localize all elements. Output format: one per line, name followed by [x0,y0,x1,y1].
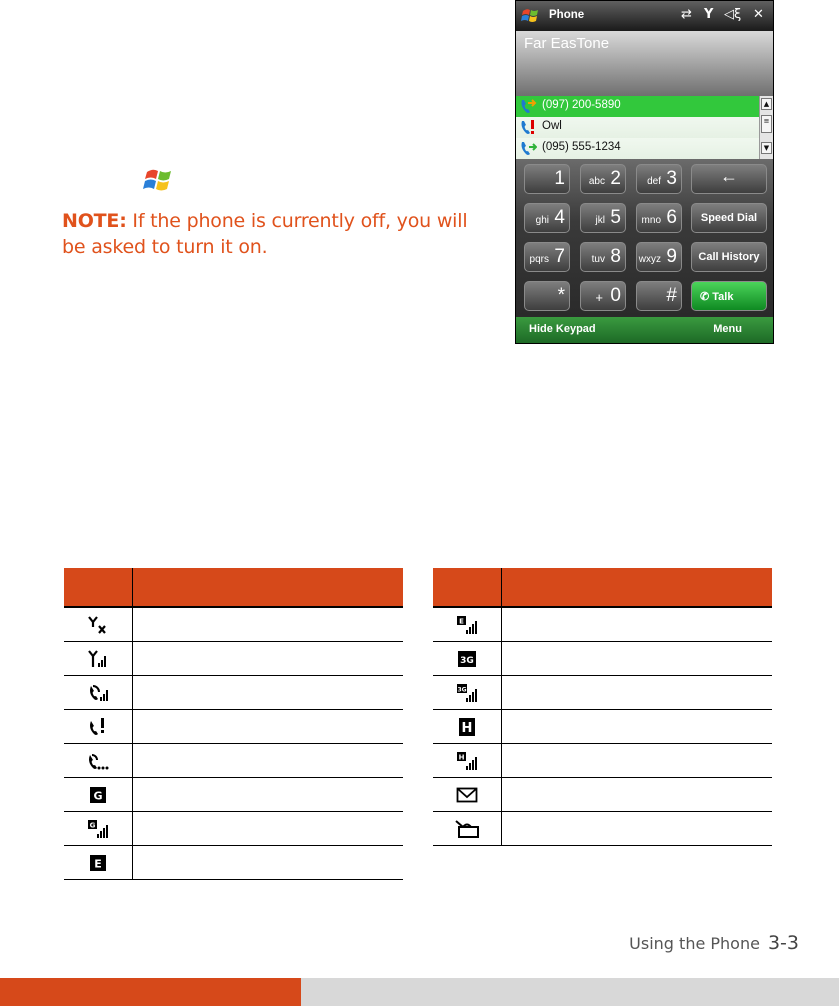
footer-bar-accent [0,978,301,1006]
svg-text:E: E [459,617,464,625]
table-row [64,812,403,846]
key-letters: + [595,290,603,305]
description-cell [502,676,773,710]
description-cell [502,744,773,778]
missed-call-icon [64,710,133,744]
table-header [433,568,772,607]
description-cell [133,812,404,846]
description-cell [502,642,773,676]
table-row [64,710,403,744]
table-row [433,778,772,812]
data-connection-icon: ⇄ [681,7,692,22]
scroll-down-icon[interactable]: ▼ [761,142,772,154]
note-paragraph [62,208,482,260]
key-letters: jkl [595,215,605,226]
table-row [433,710,772,744]
hide-keypad-softkey[interactable]: Hide Keypad [529,323,596,335]
svg-text:G: G [89,821,96,829]
description-cell [133,607,404,642]
speed-dial-button[interactable] [691,203,767,233]
section-title: Using the Phone [629,934,760,953]
carrier-name: Far EasTone [524,35,610,52]
call-list-label: (097) 200-5890 [542,99,621,111]
key-letters: mno [641,215,661,226]
description-cell [133,778,404,812]
key-7[interactable] [524,242,570,272]
gprs-available-icon [64,778,133,812]
description-column-header [133,568,404,607]
key-letters: def [647,176,661,187]
roaming-icon [64,676,133,710]
call-list-item[interactable] [516,96,759,117]
table-row [64,607,403,642]
scroll-up-icon[interactable]: ▲ [761,98,772,110]
table-row [64,744,403,778]
key-number: * [557,285,565,306]
phone-screenshot [515,0,774,344]
missed-call-icon [519,119,537,136]
table-row [64,676,403,710]
table-row [64,778,403,812]
note-text: If the phone is currently off, you will be asked to turn it on. [62,210,468,258]
key-5[interactable] [580,203,626,233]
key-number: # [666,285,677,306]
key-letters: abc [588,176,605,187]
softkey-bar [516,317,773,343]
key-number: 2 [610,168,621,189]
description-cell [502,607,773,642]
key-8[interactable] [580,242,626,272]
no-signal-icon [64,607,133,642]
icon-column-header [64,568,133,607]
page-footer [629,932,799,954]
svg-text:3G: 3G [457,686,467,693]
key-number: 6 [666,207,677,228]
call-history-label: Call History [698,251,760,263]
backspace-button[interactable] [691,164,767,194]
speed-dial-label: Speed Dial [700,212,758,224]
scroll-thumb[interactable]: ≡ [761,115,772,133]
key-6[interactable] [636,203,682,233]
table-row [64,846,403,880]
description-cell [133,710,404,744]
table-header [64,568,403,607]
description-cell [133,744,404,778]
call-list-item[interactable] [516,117,759,138]
table-row [433,744,772,778]
phone-handset-icon: ✆ [700,291,710,303]
key-number: 5 [610,207,621,228]
description-cell [133,676,404,710]
key-number: 8 [610,246,621,267]
svg-text:G: G [93,789,103,802]
key-1[interactable] [524,164,570,194]
call-history-button[interactable] [691,242,767,272]
carrier-area [516,31,773,96]
gprs-in-use-icon [64,812,133,846]
key-number: 3 [666,168,677,189]
key-letters: pqrs [529,254,549,265]
edge-available-icon [64,846,133,880]
table-row [64,642,403,676]
key-number: 0 [610,285,621,306]
footer-bar-gray [301,978,839,1006]
description-cell [502,710,773,744]
svg-text:H: H [461,720,473,736]
hsdpa-in-use-icon [433,744,502,778]
table-row [433,642,772,676]
signal-strength-icon [64,642,133,676]
svg-text:E: E [94,857,102,870]
key-2[interactable] [580,164,626,194]
hsdpa-available-icon [433,710,502,744]
key-9[interactable] [636,242,682,272]
speaker-muted-icon[interactable]: ◁ξ [724,7,742,22]
key-4[interactable] [524,203,570,233]
title-bar [516,1,773,31]
key-letters: tuv [591,254,605,265]
status-icon-table-left [64,568,403,880]
3g-available-icon [433,642,502,676]
key-star[interactable] [524,281,570,311]
status-icon-table-right [433,568,772,846]
antenna-icon: Y [704,7,714,22]
table-row [433,607,772,642]
table-row [433,676,772,710]
backspace-icon: ← [720,166,738,186]
new-message-icon [433,778,502,812]
svg-text:H: H [458,753,465,761]
talk-button[interactable] [691,281,767,311]
key-letters: wxyz [638,254,661,265]
key-0[interactable] [580,281,626,311]
incoming-call-icon [519,140,537,157]
talk-text: Talk [712,291,734,303]
page-number: 3-3 [767,932,799,954]
table-row [433,812,772,846]
menu-softkey[interactable]: Menu [713,323,742,335]
note-label: NOTE: [62,210,127,232]
windows-start-icon [143,166,175,194]
key-number: 1 [554,168,565,189]
description-cell [133,846,404,880]
edge-in-use-icon [433,607,502,642]
key-number: 4 [554,207,565,228]
voicemail-icon [433,812,502,846]
app-title: Phone [549,9,585,21]
windows-start-icon[interactable] [521,7,541,25]
call-in-progress-icon [64,744,133,778]
description-cell [133,642,404,676]
call-list [516,96,759,159]
keypad [516,159,773,317]
call-list-label: (095) 555-1234 [542,141,621,153]
svg-text:3G: 3G [460,655,474,666]
description-column-header [502,568,773,607]
description-cell [502,812,773,846]
outgoing-call-icon [519,98,537,115]
scrollbar[interactable] [759,96,774,159]
key-letters: ghi [535,215,549,226]
call-list-item[interactable] [516,138,759,159]
3g-in-use-icon [433,676,502,710]
call-list-label: Owl [542,120,562,132]
talk-label [700,290,766,303]
key-number: 7 [554,246,565,267]
description-cell [502,778,773,812]
key-hash[interactable] [636,281,682,311]
close-icon[interactable]: ✕ [753,7,764,22]
key-number: 9 [666,246,677,267]
icon-column-header [433,568,502,607]
key-3[interactable] [636,164,682,194]
